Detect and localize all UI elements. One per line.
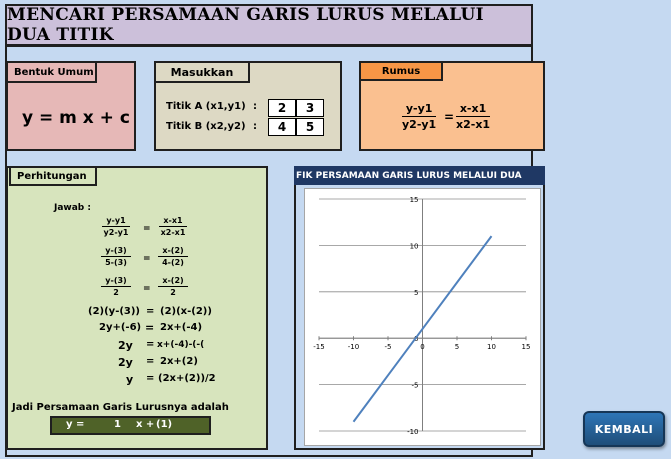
calc-fraction-2-right: [154, 246, 192, 267]
kembali-button[interactable]: [583, 411, 665, 447]
conclusion-text: Jadi Persamaan Garis Lurusnya adalah: [12, 402, 229, 413]
x-tick-label-1: -10: [347, 343, 360, 352]
input-y2[interactable]: 5: [296, 118, 324, 136]
calc-line-2-right: 2x+(-4): [160, 322, 203, 333]
calc-f2-rd: 4-(2): [162, 258, 184, 267]
line-chart: [305, 189, 540, 445]
calc-line-4-left: 2y: [118, 356, 133, 369]
bentuk-umum-formula: y = m x + c: [22, 108, 130, 128]
x-tick-label-3: 0: [420, 343, 425, 352]
calc-fraction-2-left: [96, 246, 136, 267]
calc-line-3-eq: =: [146, 339, 155, 350]
input-x1[interactable]: 2: [268, 99, 296, 117]
calc-line-5-eq: =: [146, 373, 155, 384]
bentuk-umum-tab: [6, 61, 97, 83]
titik-b-label: Titik B (x2,y2): [166, 121, 246, 132]
bentuk-umum-label: Bentuk Umum: [14, 66, 94, 78]
calc-f3-eq: =: [143, 284, 151, 294]
calc-f2-rn: x-(2): [158, 246, 187, 257]
masukkan-label: Masukkan: [170, 65, 234, 79]
rumus-left-num: y-y1: [402, 102, 437, 117]
calc-line-1-right: (2)(x-(2)): [160, 306, 212, 317]
x-tick-label-0: -15: [313, 343, 325, 352]
calc-f3-rn: x-(2): [158, 276, 187, 287]
y-tick-label-3: 0: [414, 335, 419, 344]
calc-f2-ld: 5-(3): [105, 258, 127, 267]
calc-line-2-left: 2y+(-6): [99, 322, 142, 333]
y-tick-label-1: 10: [409, 242, 419, 251]
chart-title: FIK PERSAMAAN GARIS LURUS MELALUI DUA: [296, 170, 522, 181]
perhitungan-label: Perhitungan: [17, 170, 87, 182]
calc-fraction-3-left: [96, 276, 136, 297]
rumus-right-fraction: [452, 102, 494, 131]
calc-f1-eq: =: [143, 224, 151, 234]
rumus-left-fraction: [398, 102, 440, 131]
result-bar: [50, 416, 211, 435]
x-tick-label-2: -5: [384, 343, 392, 352]
calc-line-1-left: (2)(y-(3)): [88, 306, 141, 317]
result-x: x +: [136, 419, 155, 430]
x-tick-label-6: 15: [521, 343, 531, 352]
calc-f1-ld: y2-y1: [103, 228, 129, 237]
calc-line-5-left: y: [126, 373, 134, 386]
titik-b-colon: :: [253, 121, 257, 132]
calc-line-1-eq: =: [146, 306, 155, 317]
kembali-label: KEMBALI: [594, 422, 654, 436]
calc-f2-ln: y-(3): [101, 246, 130, 257]
calc-f3-rd: 2: [170, 288, 176, 297]
calc-line-4-right: 2x+(2): [160, 356, 198, 367]
y-tick-label-4: -5: [411, 381, 419, 390]
titik-a-label: Titik A (x1,y1): [166, 101, 246, 112]
calc-f3-ln: y-(3): [101, 276, 130, 287]
calc-line-4-eq: =: [146, 356, 155, 367]
masukkan-tab: [154, 61, 250, 83]
rumus-equals: =: [444, 110, 455, 124]
rumus-tab: [359, 61, 443, 81]
y-tick-label-0: 15: [409, 196, 419, 204]
calc-fraction-1-right: [154, 216, 192, 237]
calc-f1-ln: y-y1: [102, 216, 129, 227]
calc-f1-rd: x2-x1: [160, 228, 186, 237]
calc-f2-eq: =: [143, 254, 151, 264]
input-x2[interactable]: 4: [268, 118, 296, 136]
title-bar: [5, 4, 533, 46]
calc-f1-rn: x-x1: [159, 216, 186, 227]
input-y1[interactable]: 3: [296, 99, 324, 117]
titik-a-colon: :: [253, 101, 257, 112]
calc-f3-ld: 2: [113, 288, 119, 297]
chart-area: [304, 188, 541, 446]
calc-line-2-eq: =: [145, 321, 155, 334]
chart-title-bar: [294, 166, 545, 185]
calc-line-3-right: x+(-4)-(-(: [157, 340, 205, 350]
rumus-label: Rumus: [381, 65, 421, 77]
result-y: y =: [66, 419, 85, 430]
x-tick-label-4: 5: [454, 343, 460, 352]
rumus-right-den: x2-x1: [456, 118, 491, 131]
calc-line-5-right: (2x+(2))/2: [158, 373, 216, 384]
result-m: 1: [114, 419, 121, 430]
rumus-right-num: x-x1: [456, 102, 490, 117]
perhitungan-tab: [9, 166, 97, 186]
rumus-left-den: y2-y1: [402, 118, 437, 131]
jawab-label: Jawab :: [54, 203, 91, 213]
x-tick-label-5: 10: [487, 343, 496, 352]
y-tick-label-2: 5: [414, 288, 419, 297]
result-c: (1): [156, 419, 173, 430]
calc-fraction-3-right: [154, 276, 192, 297]
calc-line-3-left: 2y: [118, 339, 133, 352]
page-title: MENCARI PERSAMAAN GARIS LURUS MELALUI DUA TITIK: [7, 5, 484, 45]
y-tick-label-5: -10: [407, 428, 419, 436]
calc-fraction-1-left: [96, 216, 136, 237]
